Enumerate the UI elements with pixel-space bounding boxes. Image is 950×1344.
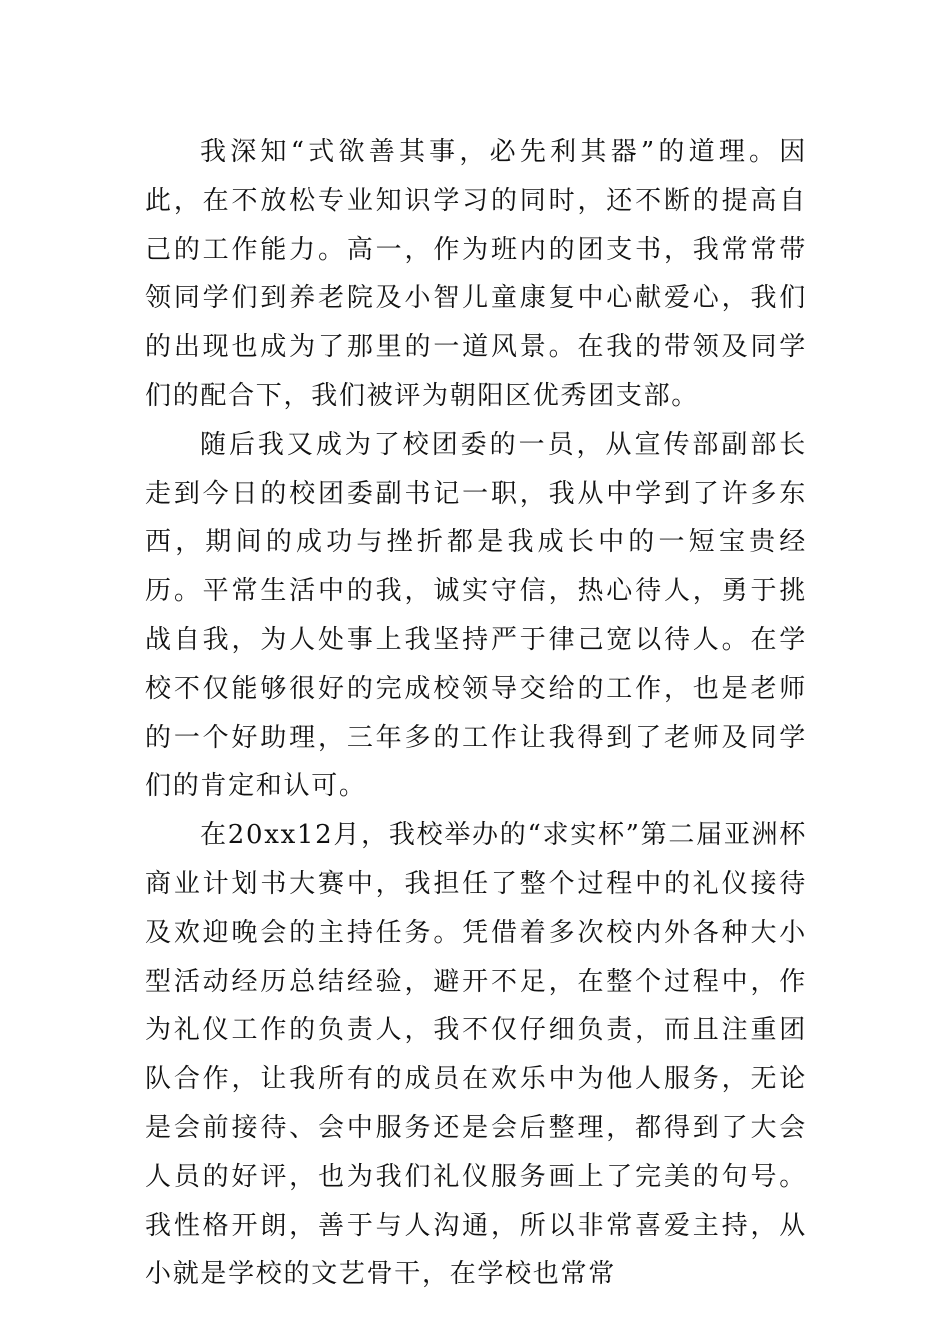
paragraph-1: 我深知“式欲善其事，必先利其器”的道理。因此，在不放松专业知识学习的同时，还不断的提高自己的工作能力。高一，作为班内的团支书，我常常带领同学们到养老院及小智儿童康复中心献爱心，我们的出现也成为了那里的一道风景。在我的带领及同学们的配合下，我们被评为朝阳区优秀团支部。 [145,137,807,411]
document-body [145,128,807,1299]
paragraph-2: 随后我又成为了校团委的一员，从宣传部副部长走到今日的校团委副书记一职，我从中学到了许多东西，期间的成功与挫折都是我成长中的一短宝贵经历。平常生活中的我，诚实守信，热心待人，勇于挑战自我，为人处事上我坚持严于律己宽以待人。在学校不仅能够很好的完成校领导交给的工作，也是老师的一个好助理，三年多的工作让我得到了老师及同学们的肯定和认可。 [145,429,807,802]
paragraph-3: 在20xx12月，我校举办的“求实杯”第二届亚洲杯商业计划书大赛中，我担任了整个过程中的礼仪接待及欢迎晚会的主持任务。凭借着多次校内外各种大小型活动经历总结经验，避开不足，在整个过程中，作为礼仪工作的负责人，我不仅仔细负责，而且注重团队合作，让我所有的成员在欢乐中为他人服务，无论是会前接待、会中服务还是会后整理，都得到了大会人员的好评，也为我们礼仪服务画上了完美的句号。我性格开朗，善于与人沟通，所以非常喜爱主持，从小就是学校的文艺骨干，在学校也常常 [145,820,807,1290]
